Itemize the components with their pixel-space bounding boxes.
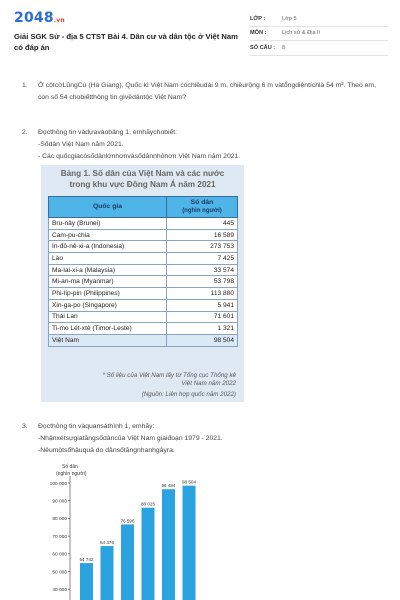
table-row (49, 311, 238, 323)
data-label: 98 504 (181, 479, 197, 485)
population-cell: 1 321 (167, 323, 238, 335)
population-cell: 5 941 (167, 299, 238, 311)
question-line: -Nhậnxétsựgiatăngsốdâncủa Việt Nam giaiđoạn 1979 - 2021. (38, 435, 223, 442)
population-cell: 7 425 (167, 253, 238, 265)
data-bar (162, 489, 175, 600)
question-line: - Các quốcgiacósốdânlớnhơnvàsốdânnhỏhơn Việt Nam năm 2021. (38, 153, 241, 160)
table-note (103, 372, 236, 388)
data-bar (183, 486, 196, 600)
note-line: * Số liệu của Việt Nam lấy từ Tổng cục Thống kê (102, 372, 236, 379)
data-label: 64 376 (99, 540, 115, 546)
question-number: 1. (22, 82, 28, 89)
question-1-text: Ở cộtcờLũngCú (Hà Giang), Quốc kì Việt Nam cóchiềudài 9 m, chiềurộng 6 m vàtổngdiệntíchlà 54 m². Theo em, con số 54 chobiếtthông tin gìvềdântộc Việt Nam? (38, 82, 376, 101)
meta-value: 8 (282, 44, 286, 51)
data-bar (121, 524, 134, 600)
question-number: 3. (22, 423, 28, 430)
meta-row-class (250, 12, 388, 27)
country-cell: Xin-ga-po (Singapore) (49, 299, 167, 311)
data-label: 54 742 (79, 557, 94, 563)
data-label: 96 484 (161, 483, 176, 489)
data-label: 76 596 (120, 518, 135, 524)
population-cell: 113 880 (167, 288, 238, 300)
population-cell: 71 601 (167, 311, 238, 323)
table-row (49, 276, 238, 288)
table-row (49, 229, 238, 241)
question-text (38, 80, 382, 104)
column-header-country: Quốc gia (49, 197, 167, 218)
meta-key: LỚP : (250, 15, 266, 22)
table-row (49, 253, 238, 265)
question-line: Đọcthông tin vàdựavàobảng 1, emhãychobiết: (38, 129, 178, 136)
table-title-line: Bảng 1. Số dân của Việt Nam và các nước (60, 169, 225, 178)
country-cell: Thái Lan (49, 311, 167, 323)
country-cell: Lào (49, 253, 167, 265)
y-tick-label: 60 000 (52, 552, 67, 558)
y-tick-label: 90 000 (52, 499, 67, 505)
question-2 (22, 127, 382, 163)
population-cell: 445 (167, 218, 238, 230)
note-line: Việt Nam năm 2022 (181, 380, 236, 387)
country-cell: In-đô-nê-xi-a (Indonesia) (49, 241, 167, 253)
question-3 (22, 421, 382, 457)
y-tick-label: 100 000 (49, 481, 67, 487)
meta-key: SỐ CÂU : (250, 44, 276, 51)
table-title-line: trong khu vực Đông Nam Á năm 2021 (69, 179, 216, 189)
question-line: Đọcthông tin vàquansáthình 1, emhãy: (38, 423, 155, 430)
table-source: (Nguồn: Liên hợp quốc năm 2022) (141, 391, 236, 398)
table-row (49, 323, 238, 335)
data-bar (142, 508, 155, 600)
population-cell: 33 574 (167, 264, 238, 276)
question-text (38, 421, 382, 457)
logo-suffix: .vn (53, 17, 65, 24)
data-bar (80, 563, 93, 600)
y-tick-label: 70 000 (52, 534, 67, 540)
country-cell: Phi-líp-pin (Philippines) (49, 288, 167, 300)
country-cell: Ma-lai-xi-a (Malaysia) (49, 264, 167, 276)
meta-key: MÔN : (250, 30, 267, 37)
meta-panel (250, 12, 388, 56)
meta-row-count (250, 41, 388, 56)
country-cell: Cam-pu-chia (49, 229, 167, 241)
question-line: -Nêumộtsốhậuquả do dânsốtăngnhanhgâyra. (38, 447, 175, 454)
y-axis-label-line: Số dân (62, 464, 78, 470)
data-bar (101, 546, 114, 600)
meta-value: Lịch sử & Địa lí (282, 30, 320, 37)
population-cell: 98 504 (167, 334, 238, 346)
population-cell: 16 589 (167, 229, 238, 241)
population-cell: 273 753 (167, 241, 238, 253)
population-table (48, 196, 238, 347)
question-text (38, 127, 382, 163)
table-row (49, 288, 238, 300)
data-label: 86 025 (140, 501, 156, 507)
y-axis-label-line: (nghìn người) (56, 471, 87, 477)
country-cell: Mi-an-ma (Myanmar) (49, 276, 167, 288)
table-row (49, 264, 238, 276)
table-row (49, 218, 238, 230)
question-number: 2. (22, 129, 28, 136)
y-tick-label: 50 000 (52, 570, 67, 576)
population-bar-chart (40, 460, 250, 600)
country-cell: Bru-nây (Brunei) (49, 218, 167, 230)
table-row (49, 299, 238, 311)
country-cell: Việt Nam (49, 334, 167, 346)
logo-text: 2048 (14, 10, 54, 26)
country-cell: Ti-mo Lét-xtê (Timor-Leste) (49, 323, 167, 335)
table-title (41, 169, 244, 190)
document-title: Giải SGK Sử - địa 5 CTST Bài 4. Dân cư và dân tộc ở Việt Nam có đáp án (14, 32, 238, 52)
meta-value: Lớp 5 (282, 15, 297, 22)
table-row (49, 241, 238, 253)
question-line: -Sốdân Việt Nam năm 2021. (38, 141, 124, 148)
y-tick-label: 80 000 (52, 517, 67, 523)
column-header-population: Số dân (nghìn người) (167, 197, 238, 218)
table-row (49, 334, 238, 346)
meta-row-subject (250, 27, 388, 42)
population-cell: 53 798 (167, 276, 238, 288)
y-tick-label: 40 000 (52, 588, 67, 593)
question-1 (22, 80, 382, 104)
population-table-figure (41, 165, 244, 402)
